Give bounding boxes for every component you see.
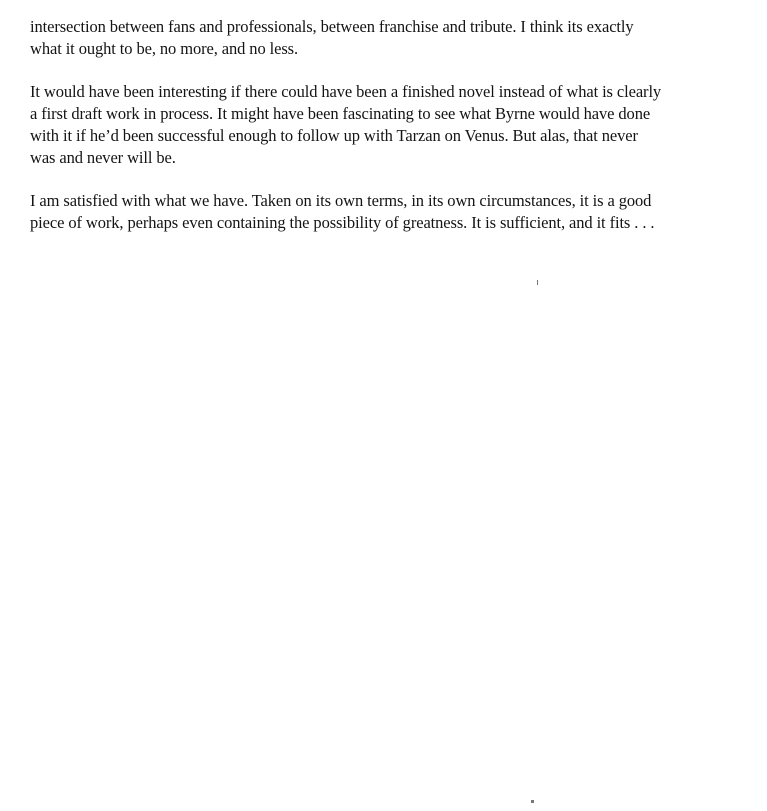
paragraph-line: what it ought to be, no more, and no less. [30,39,299,58]
paragraph-line: was and never will be. [30,148,176,167]
scan-speck [531,800,534,803]
paragraph-1 [30,16,750,60]
paragraph-line: piece of work, perhaps even containing the possibility of greatness. It is sufficient, and it fits . . . [30,213,655,232]
paragraph-line: intersection between fans and professionals, between franchise and tribute. I think its exactly [30,17,634,36]
paragraph-line: It would have been interesting if there could have been a finished novel instead of what is clearly [30,82,662,101]
scan-speck [537,280,538,285]
paragraph-line: I am satisfied with what we have. Taken on its own terms, in its own circumstances, it is a good [30,191,652,210]
paragraph-line: with it if he’d been successful enough to follow up with Tarzan on Venus. But alas, that never [30,126,638,145]
paragraph-2 [30,81,750,169]
paragraph-line: a first draft work in process. It might have been fascinating to see what Byrne would have done [30,104,651,123]
paragraph-3 [30,190,750,234]
